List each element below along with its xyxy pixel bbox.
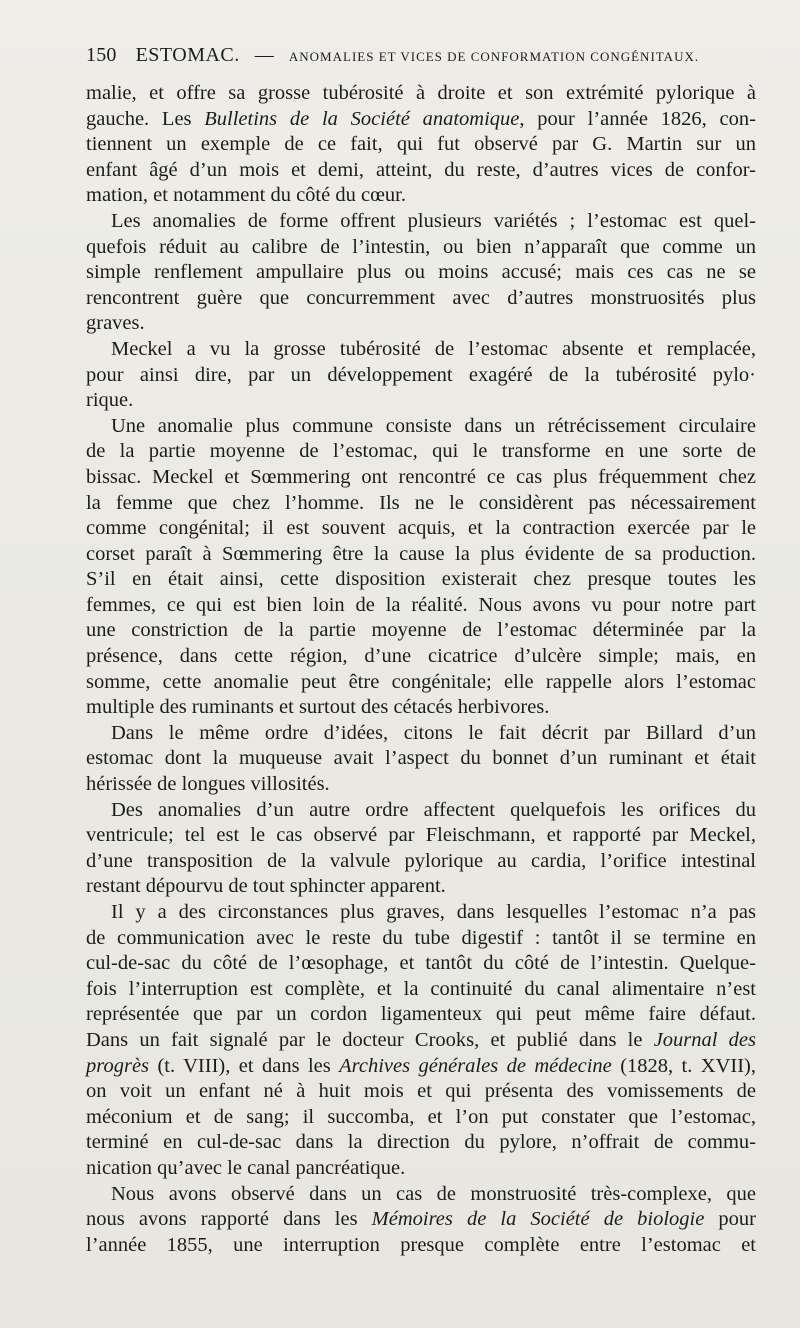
text-line — [86, 1002, 756, 1028]
text-line — [86, 721, 756, 747]
text-segment: rique. — [86, 389, 134, 412]
running-title: ANOMALIES ET VICES DE CONFORMATION CONGÉNITAUX. — [288, 49, 700, 64]
text-segment: Une anomalie plus commune consiste dans un rétrécissement circulaire — [111, 414, 756, 437]
text-segment: pour ainsi dire, par un développement exagéré de la tubérosité pylo· — [86, 363, 756, 386]
section-title: ESTOMAC. — [135, 44, 240, 66]
text-segment: fois l’interruption est complète, et la continuité du canal alimentaire n’est — [86, 977, 756, 1000]
text-segment: une constriction de la partie moyenne de l’estomac déterminée par la — [86, 619, 756, 642]
text-segment: rencontrent guère que concurremment avec d’autres monstruosités plus — [86, 286, 756, 309]
body-text — [86, 81, 756, 1258]
text-segment: Il y a des circonstances plus graves, dans lesquelles l’estomac n’a pas — [111, 901, 756, 923]
text-line — [86, 1130, 756, 1156]
text-segment: femmes, ce qui est bien loin de la réalité. Nous avons vu pour notre part — [86, 593, 756, 616]
text-line — [86, 746, 756, 772]
italic-text: Bulletins de la Société anatomique — [204, 107, 520, 130]
text-segment: enfant âgé d’un mois et demi, atteint, du reste, d’autres vices de confor- — [86, 158, 756, 181]
text-line — [86, 618, 756, 644]
text-segment: Dans un fait signalé par le docteur Crooks, et publié dans le — [86, 1028, 654, 1051]
text-segment: quefois réduit au calibre de l’intestin, ou bien n’apparaît que comme un — [86, 235, 756, 258]
text-line — [86, 977, 756, 1003]
text-line — [86, 1054, 756, 1080]
text-segment: présence, dans cette région, d’une cicatrice d’ulcère simple; mais, en — [86, 645, 756, 668]
text-segment: bissac. Meckel et Sœmmering ont rencontré ce cas plus fréquemment chez — [86, 465, 756, 488]
text-line — [86, 1156, 756, 1182]
text-line — [86, 388, 756, 414]
text-segment: , pour l’année 1826, con- — [519, 107, 756, 130]
text-line — [86, 209, 756, 235]
text-line — [86, 158, 756, 184]
italic-text: Journal des — [653, 1028, 756, 1051]
text-line — [86, 81, 756, 107]
text-segment: (t. VIII), et dans les — [149, 1054, 340, 1077]
text-segment: (1828, t. XVII), — [611, 1054, 756, 1077]
text-line — [86, 1182, 756, 1208]
text-segment: méconium et de sang; il succomba, et l’on put constater que l’estomac, — [86, 1105, 756, 1128]
text-line — [86, 337, 756, 363]
text-line — [86, 926, 756, 952]
text-line — [86, 823, 756, 849]
text-line — [86, 951, 756, 977]
running-header — [86, 44, 758, 74]
text-line — [86, 107, 756, 133]
text-segment: Dans le même ordre d’idées, citons le fait décrit par Billard d’un — [111, 721, 756, 744]
text-segment: de la partie moyenne de l’estomac, qui le transforme en une sorte de — [86, 440, 756, 463]
text-line — [86, 311, 756, 337]
text-line — [86, 414, 756, 440]
text-segment: nication qu’avec le canal pancréatique. — [86, 1156, 406, 1179]
text-line — [86, 1105, 756, 1131]
text-line — [86, 1233, 756, 1259]
text-line — [86, 363, 756, 389]
text-line — [86, 235, 756, 261]
text-segment: Meckel a vu la grosse tubérosité de l’estomac absente et remplacée, — [111, 337, 756, 360]
text-line — [86, 772, 756, 798]
text-line — [86, 516, 756, 542]
text-line — [86, 1207, 756, 1233]
text-segment: terminé en cul-de-sac dans la direction du pylore, n’offrait de commu- — [86, 1131, 756, 1154]
text-segment: simple renflement ampullaire plus ou moins accusé; mais ces cas ne se — [86, 261, 756, 284]
text-segment: Nous avons observé dans un cas de monstruosité très-complexe, que — [111, 1182, 756, 1205]
text-line — [86, 286, 756, 312]
text-line — [86, 491, 756, 517]
text-line — [86, 1079, 756, 1105]
text-line — [86, 670, 756, 696]
text-line — [86, 183, 756, 209]
text-line — [86, 567, 756, 593]
text-segment: hérissée de longues villosités. — [86, 773, 330, 796]
text-segment: ventricule; tel est le cas observé par Fleischmann, et rapporté par Meckel, — [86, 824, 756, 847]
text-segment: multiple des ruminants et surtout des cétacés herbivores. — [86, 696, 550, 719]
italic-text: progrès — [86, 1054, 150, 1077]
text-segment: tiennent un exemple de ce fait, qui fut observé par G. Martin sur un — [86, 133, 756, 156]
text-segment: on voit un enfant né à huit mois et qui présenta des vomissements de — [86, 1080, 756, 1103]
text-line — [86, 465, 756, 491]
italic-text: Mémoires de la Société de biologie — [371, 1208, 705, 1231]
text-segment: Des anomalies d’un autre ordre affectent quelquefois les orifices du — [111, 798, 756, 821]
text-segment: somme, cette anomalie peut être congénitale; elle rappelle alors l’estomac — [86, 670, 756, 693]
text-segment: corset paraît à Sœmmering être la cause la plus évidente de sa production. — [86, 542, 756, 565]
text-segment: représentée que par un cordon ligamenteux qui peut même faire défaut. — [86, 1003, 756, 1026]
page-number: 150 — [86, 44, 117, 66]
text-line — [86, 798, 756, 824]
text-line — [86, 849, 756, 875]
text-segment: cul-de-sac du côté de l’œsophage, et tantôt du côté de l’intestin. Quelque- — [86, 952, 756, 975]
text-segment: l’année 1855, une interruption presque complète entre l’estomac et — [86, 1233, 756, 1256]
text-line — [86, 900, 756, 926]
text-line — [86, 695, 756, 721]
text-segment: restant dépourvu de tout sphincter apparent. — [86, 875, 446, 898]
text-segment: mation, et notamment du côté du cœur. — [86, 184, 406, 207]
text-segment: d’une transposition de la valvule pylorique au cardia, l’orifice intestinal — [86, 849, 756, 872]
text-line — [86, 1028, 756, 1054]
text-segment: de communication avec le reste du tube digestif : tantôt il se termine en — [86, 926, 756, 949]
text-line — [86, 593, 756, 619]
text-segment: la femme que chez l’homme. Ils ne le considèrent pas nécessairement — [86, 491, 756, 514]
text-segment: malie, et offre sa grosse tubérosité à droite et son extrémité pylorique à — [86, 82, 756, 104]
text-line — [86, 260, 756, 286]
text-segment: Les anomalies de forme offrent plusieurs variétés ; l’estomac est quel- — [111, 209, 756, 232]
text-line — [86, 439, 756, 465]
text-segment: graves. — [86, 312, 145, 335]
text-line — [86, 132, 756, 158]
text-segment: S’il en était ainsi, cette disposition existerait chez presque toutes les — [86, 568, 756, 591]
text-segment: estomac dont la muqueuse avait l’aspect du bonnet d’un ruminant et était — [86, 747, 756, 770]
italic-text: Archives générales de médecine — [339, 1054, 612, 1077]
header-dash: — — [254, 45, 274, 66]
text-segment: nous avons rapporté dans les — [86, 1208, 372, 1231]
text-segment: pour — [704, 1208, 756, 1231]
text-segment: gauche. Les — [86, 107, 205, 130]
text-segment: comme congénital; il est souvent acquis, et la contraction exercée par le — [86, 517, 756, 540]
text-line — [86, 644, 756, 670]
text-line — [86, 874, 756, 900]
text-line — [86, 542, 756, 568]
